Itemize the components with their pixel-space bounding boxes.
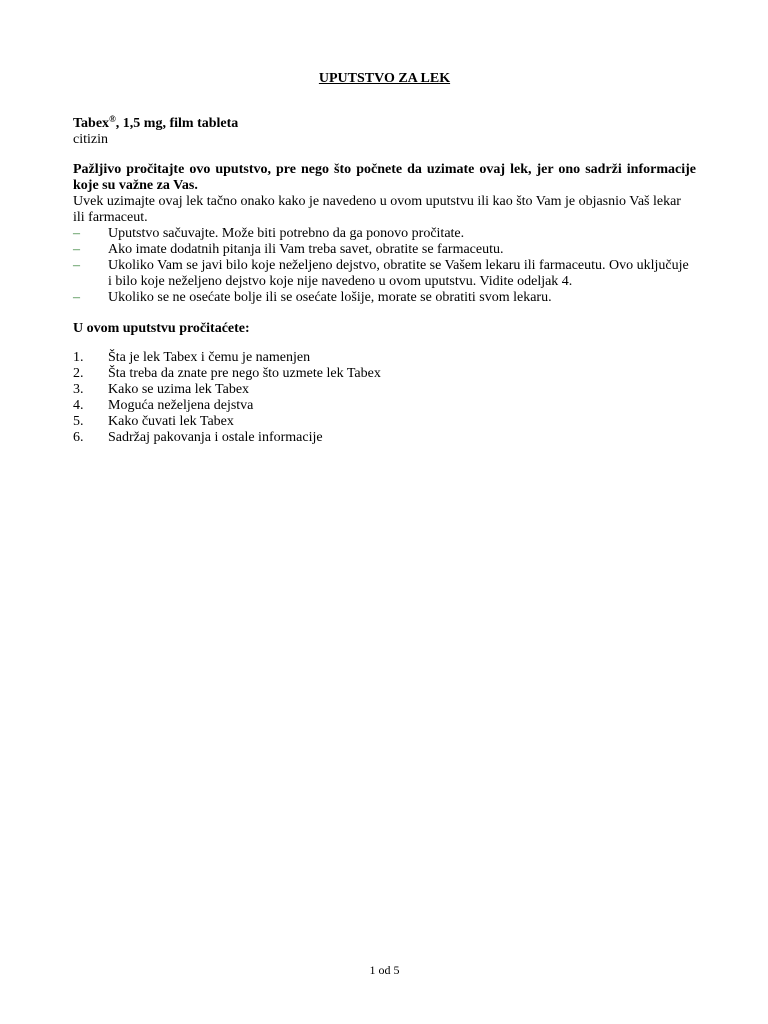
contents-heading: U ovom uputstvu pročitaćete: bbox=[73, 321, 250, 336]
product-block bbox=[73, 116, 696, 148]
list-item-text: Ukoliko Vam se javi bilo koje neželjeno dejstvo, obratite se Vašem lekaru ili farmaceutu. Ovo uključuje i bilo koje neželjeno dejstvo koje nije navedeno u ovom uputstvu. Vidite odeljak 4. bbox=[108, 258, 689, 289]
list-item bbox=[73, 226, 696, 242]
contents-list bbox=[73, 350, 381, 446]
active-substance: citizin bbox=[73, 132, 108, 147]
list-item-text: Moguća neželjena dejstva bbox=[108, 398, 254, 413]
list-item bbox=[73, 430, 381, 446]
list-item bbox=[73, 258, 696, 290]
list-item-text: Kako se uzima lek Tabex bbox=[108, 382, 250, 397]
list-item-text: Ukoliko se ne osećate bolje ili se osećate lošije, morate se obratiti svom lekaru. bbox=[108, 290, 552, 305]
list-item-text: Kako čuvati lek Tabex bbox=[108, 414, 234, 429]
list-item-text: Uputstvo sačuvajte. Može biti potrebno da ga ponovo pročitate. bbox=[108, 226, 465, 241]
item-number: 4. bbox=[73, 398, 84, 413]
intro-block bbox=[73, 162, 696, 306]
dash-bullet-icon: – bbox=[73, 242, 80, 257]
product-name-line bbox=[73, 116, 696, 132]
product-strength: , 1,5 mg, film tableta bbox=[115, 116, 239, 131]
product-name: Tabex bbox=[73, 116, 110, 131]
list-item-text: Šta je lek Tabex i čemu je namenjen bbox=[108, 350, 311, 365]
list-item-text: Šta treba da znate pre nego što uzmete lek Tabex bbox=[108, 366, 381, 381]
item-number: 5. bbox=[73, 414, 84, 429]
list-item bbox=[73, 290, 696, 306]
document-title: UPUTSTVO ZA LEK bbox=[318, 71, 451, 86]
dash-bullet-icon: – bbox=[73, 226, 80, 241]
item-number: 3. bbox=[73, 382, 84, 397]
list-item bbox=[73, 398, 381, 414]
advice-list bbox=[73, 226, 696, 306]
list-item bbox=[73, 350, 381, 366]
dash-bullet-icon: – bbox=[73, 258, 80, 273]
list-item bbox=[73, 382, 381, 398]
list-item bbox=[73, 242, 696, 258]
list-item-text: Sadržaj pakovanja i ostale informacije bbox=[108, 430, 323, 445]
item-number: 2. bbox=[73, 366, 84, 381]
list-item bbox=[73, 366, 381, 382]
intro-warning: Pažljivo pročitajte ovo uputstvo, pre nego što počnete da uzimate ovaj lek, jer ono sadrži informacije koje su važne za Vas. bbox=[73, 162, 696, 193]
list-item bbox=[73, 414, 381, 430]
intro-usage: Uvek uzimajte ovaj lek tačno onako kako je navedeno u ovom uputstvu ili kao što Vam je objasnio Vaš lekar ili farmaceut. bbox=[73, 194, 681, 225]
dash-bullet-icon: – bbox=[73, 290, 80, 305]
page-number: 1 od 5 bbox=[369, 963, 400, 977]
item-number: 1. bbox=[73, 350, 84, 365]
list-item-text: Ako imate dodatnih pitanja ili Vam treba savet, obratite se farmaceutu. bbox=[108, 242, 504, 257]
item-number: 6. bbox=[73, 430, 84, 445]
document-page bbox=[73, 0, 696, 1024]
registered-mark: ® bbox=[109, 114, 116, 124]
